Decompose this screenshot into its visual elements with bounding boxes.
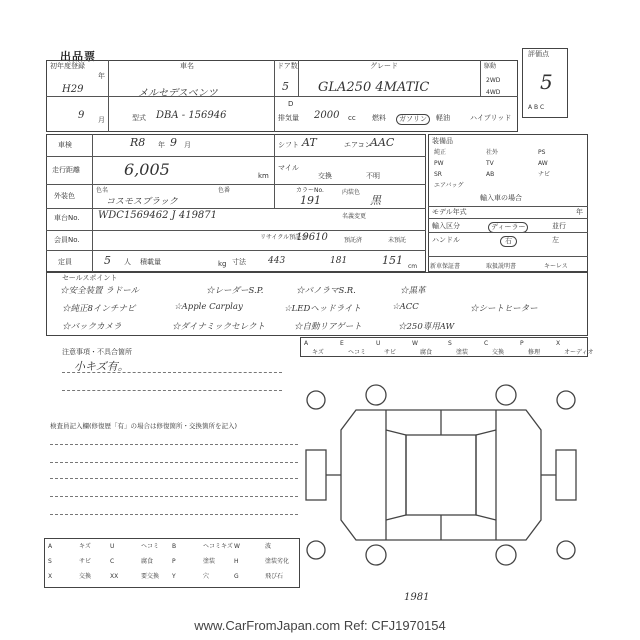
load-unit: kg — [218, 260, 227, 268]
dims-length: 443 — [268, 256, 286, 266]
recycle-label: リサイクル預託金 — [260, 234, 308, 241]
score-grade-a: A B C — [528, 104, 545, 111]
color-code-value: 191 — [300, 194, 321, 207]
repair-legend-cell: U — [110, 543, 115, 550]
repair-legend-cell: 腐食 — [141, 558, 154, 565]
notes-text: 小キズ有。 — [74, 360, 129, 373]
equipment-item: エアバッグ — [434, 182, 464, 189]
model-year-unit: 年 — [576, 208, 583, 216]
dims-width: 181 — [330, 256, 348, 266]
selling-point: ☆250専用AW — [398, 322, 455, 332]
import-label: 輸入区分 — [432, 222, 460, 230]
equipment-item: AW — [538, 160, 548, 167]
handwritten-number: 1981 — [404, 592, 430, 603]
cc-label: 排気量 — [278, 114, 299, 122]
color-no-label: 色番 — [218, 187, 231, 194]
recycle-none: 未預託 — [388, 237, 407, 244]
model-value: DBA - 156946 — [156, 110, 227, 121]
score-value: 5 — [540, 70, 553, 94]
fuel-hybrid: ハイブリッド — [470, 114, 512, 122]
legend-label: 交換 — [492, 349, 505, 356]
repair-legend-cell: W — [234, 543, 240, 550]
equipment-label: 装備品 — [432, 137, 453, 145]
doors-value: 5 — [282, 80, 289, 93]
dims-label: 寸法 — [232, 258, 246, 266]
selling-point: ☆バックカメラ — [62, 322, 122, 332]
legend-label: オーディオ — [564, 349, 594, 356]
repair-legend-cell: キズ — [79, 543, 91, 550]
inspection-year-unit: 年 — [158, 141, 165, 149]
equipment-item: 純正 — [434, 149, 447, 156]
chassis-label: 車台No. — [54, 214, 80, 222]
maker-label: 車名 — [180, 62, 194, 70]
color-name-label: 色名 — [96, 187, 109, 194]
meter-swap: 交換 — [318, 172, 332, 180]
selling-point: ☆自動リアゲート — [294, 322, 362, 332]
repair-legend-cell: 塗装 — [203, 558, 216, 565]
drive-4wd: 4WD — [486, 89, 501, 96]
name-change-label: 名義変更 — [342, 213, 367, 220]
dims-height: 151 — [382, 254, 403, 267]
mileage-unit: km — [258, 172, 269, 180]
first-registration-month: 9 — [78, 110, 85, 121]
first-registration-label: 初年度登録 — [50, 62, 85, 70]
repair-legend-cell: サビ — [79, 558, 92, 565]
maker-value: メルセデスベンツ — [138, 88, 218, 99]
seats-value: 5 — [104, 254, 111, 267]
color-code-label: カラーNo. — [296, 187, 324, 194]
grade-label: グレード — [370, 62, 398, 70]
repair-legend-cell: 波 — [265, 543, 272, 550]
equipment-item: ナビ — [538, 171, 551, 178]
selling-point: ☆LEDヘッドライト — [284, 304, 362, 314]
selling-point: ☆純正8インチナビ — [62, 304, 136, 314]
equipment-item: TV — [486, 160, 494, 167]
equipment-frame — [428, 134, 588, 272]
repair-legend-cell: 塗装劣化 — [265, 558, 290, 565]
equipment-item: PS — [538, 149, 546, 156]
model-label: 型式 — [132, 114, 146, 122]
watermark-footer: www.CarFromJapan.com Ref: CFJ1970154 — [194, 618, 446, 633]
cc-unit: cc — [348, 114, 356, 122]
inspection-label: 車検 — [58, 141, 72, 149]
repair-legend-cell: A — [48, 543, 53, 550]
legend-code: U — [376, 340, 381, 347]
inspection-value: R8 — [130, 136, 146, 149]
car-diagram — [296, 370, 586, 580]
details-frame — [46, 134, 426, 272]
mile-label: マイル — [278, 164, 299, 172]
shift-label: シフト — [278, 141, 299, 149]
legend-code: S — [448, 340, 452, 347]
score-label: 評価点 — [528, 50, 549, 58]
equipment-item: PW — [434, 160, 444, 167]
inspection-month-unit: 月 — [184, 141, 191, 149]
notes-label: 注意事項・不具合箇所 — [62, 348, 132, 356]
repair-legend-cell: C — [110, 558, 115, 565]
legend-label: ヘコミ — [348, 349, 367, 356]
repair-legend-cell: 飛び石 — [265, 573, 284, 580]
equipment-item: 社外 — [486, 149, 499, 156]
repair-legend-cell: 穴 — [203, 573, 210, 580]
ac-label: エアコン — [344, 141, 372, 149]
legend-code: X — [556, 340, 561, 347]
seats-label: 定員 — [58, 258, 72, 266]
history-label: 輸入車の場合 — [480, 194, 522, 202]
legend-code: P — [520, 340, 524, 347]
legend-code: W — [412, 340, 418, 347]
repair-legend-cell: 交換 — [79, 573, 92, 580]
inspector-note-label: 検査員記入欄(修復歴「有」の場合は修復箇所・交換箇所を記入) — [50, 422, 238, 430]
color-name-value: コスモスブラック — [106, 197, 178, 207]
repair-legend-cell: XX — [110, 573, 119, 580]
equipment-item: SR — [434, 171, 442, 178]
import-parallel: 並行 — [552, 222, 566, 230]
selling-point: ☆黒革 — [400, 286, 426, 296]
repair-legend-cell: X — [48, 573, 53, 580]
fuel-value: ガソリン — [396, 114, 430, 125]
sheet-title: 出品票 — [60, 50, 96, 63]
year-unit: 年 — [98, 72, 105, 80]
grade-value: GLA250 4MATIC — [318, 80, 430, 95]
interior-value: 黒 — [370, 194, 381, 207]
meter-unknown: 不明 — [366, 172, 380, 180]
exterior-label: 外装色 — [54, 192, 75, 200]
selling-point: ☆ダイナミックセレクト — [172, 322, 265, 332]
warranty-book: 新車保証書 — [430, 263, 461, 270]
owner-label: 会員No. — [54, 236, 80, 244]
doors-suffix: D — [288, 100, 294, 108]
keyless: キーレス — [544, 263, 568, 270]
recycle-status: 預託済 — [344, 237, 363, 244]
ac-value: AAC — [370, 136, 395, 149]
cc-value: 2000 — [314, 110, 340, 121]
inspection-month: 9 — [170, 136, 177, 149]
mileage-label: 走行距離 — [52, 166, 80, 174]
import-dealer: ディーラー — [488, 222, 528, 233]
legend-code: E — [340, 340, 344, 347]
legend-label: サビ — [384, 349, 397, 356]
chassis-value: WDC1569462 J 419871 — [98, 210, 218, 221]
repair-legend-cell: H — [234, 558, 239, 565]
legend-label: 腐食 — [420, 349, 433, 356]
legend-label: 塗装 — [456, 349, 469, 356]
legend-label: 修理 — [528, 349, 541, 356]
handle-right: 右 — [500, 236, 517, 247]
repair-legend-cell: S — [48, 558, 52, 565]
repair-legend-cell: ヘコミ — [141, 543, 160, 550]
equipment-item: AB — [486, 171, 495, 178]
shift-value: AT — [302, 136, 317, 149]
load-label: 積載量 — [140, 258, 161, 266]
repair-legend-cell: G — [234, 573, 239, 580]
seats-unit: 人 — [124, 258, 131, 266]
mileage-value: 6,005 — [124, 160, 170, 179]
month-unit: 月 — [98, 116, 105, 124]
drive-2wd: 2WD — [486, 77, 501, 84]
fuel-label: 燃料 — [372, 114, 386, 122]
handle-label: ハンドル — [432, 236, 460, 244]
drive-label: 駆動 — [484, 63, 497, 70]
doors-label: ドア数 — [277, 62, 298, 70]
selling-point: ☆Apple Carplay — [174, 302, 243, 312]
dims-unit: cm — [408, 263, 418, 270]
legend-code: C — [484, 340, 489, 347]
selling-points-label: セールスポイント — [62, 274, 118, 282]
repair-legend-cell: 要交換 — [141, 573, 160, 580]
legend-label: キズ — [312, 349, 324, 356]
repair-legend-cell: P — [172, 558, 176, 565]
fuel-diesel: 軽油 — [436, 114, 450, 122]
model-year-label: モデル年式 — [432, 208, 467, 216]
selling-point: ☆パノラマS.R. — [296, 286, 356, 296]
legend-code: A — [304, 340, 309, 347]
repair-legend-cell: B — [172, 543, 177, 550]
first-registration-era: H29 — [62, 84, 84, 95]
selling-point: ☆ACC — [392, 302, 419, 312]
selling-point: ☆レーダーS.P. — [206, 286, 264, 296]
interior-label: 内装色 — [342, 189, 361, 196]
handle-left: 左 — [552, 236, 559, 244]
repair-legend-cell: Y — [172, 573, 176, 580]
recycle-value: 19610 — [296, 232, 328, 243]
repair-legend-cell: ヘコミキズ — [203, 543, 233, 550]
manual-book: 取扱説明書 — [486, 263, 517, 270]
selling-point: ☆シートヒーター — [470, 304, 538, 314]
selling-point: ☆安全装置 ラドール — [60, 286, 140, 296]
